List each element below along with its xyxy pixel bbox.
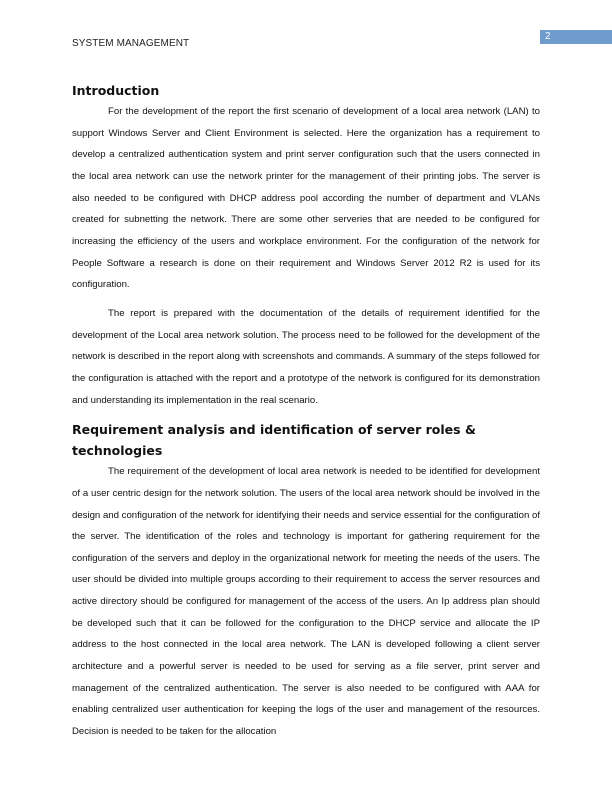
paragraph-requirement-1: The requirement of the development of local area network is needed to be identified for development of a user centric design for the network solution. The users of the local area network should be involved in the design and configuration of the network for identifying their needs and service essential for the configuration of the server. The identification of the roles and technology is important for gathering requirement for the configuration of the servers and deploy in the organizational network for meeting the needs of the users. The user should be divided into multiple groups according to their requirement to access the server resources and active directory should be configured for management of the access of the users. An Ip address plan should be developed such that it can be followed for the configuration to the DHCP service and allocate the IP address to the host connected in the local area network. The LAN is developed following a client server architecture and a powerful server is needed to be used for serving as a file server, print server and management of the centralized authentication. The server is also needed to be configured with AAA for enabling centralized user authentication for keeping the logs of the user and management of the resources. Decision is needed to be taken for the allocation — [72, 466, 540, 738]
paragraph-introduction-2: The report is prepared with the documentation of the details of requirement identified for the development of the Local area network solution. The process need to be followed for the development of the network is described in the report along with screenshots and commands. A summary of the steps followed for the configuration is attached with the report and a prototype of the network is configured for its demonstration and understanding its implementation in the real scenario. — [72, 307, 540, 406]
heading-introduction: Introduction — [72, 83, 160, 98]
running-header-title: SYSTEM MANAGEMENT — [72, 38, 190, 49]
heading-requirement-analysis: Requirement analysis and identification of server roles & technologies — [72, 422, 476, 459]
page-number-badge: 2 — [540, 30, 612, 44]
paragraph-introduction-1: For the development of the report the first scenario of development of a local area network (LAN) to support Windows Server and Client Environment is selected. Here the organization has a requirement to develop a centralized authentication system and print server configuration such that the users connected in the local area network can use the network printer for the management of their printing jobs. The server is also needed to be configured with DHCP address pool according the number of department and VLANs created for subnetting the network. There are some other serveries that are needed to be configured for increasing the efficiency of the users and workplace environment. For the configuration of the network for People Software a research is done on their requirement and Windows Server 2012 R2 is used for its configuration. — [72, 106, 540, 291]
document-body — [72, 80, 540, 743]
